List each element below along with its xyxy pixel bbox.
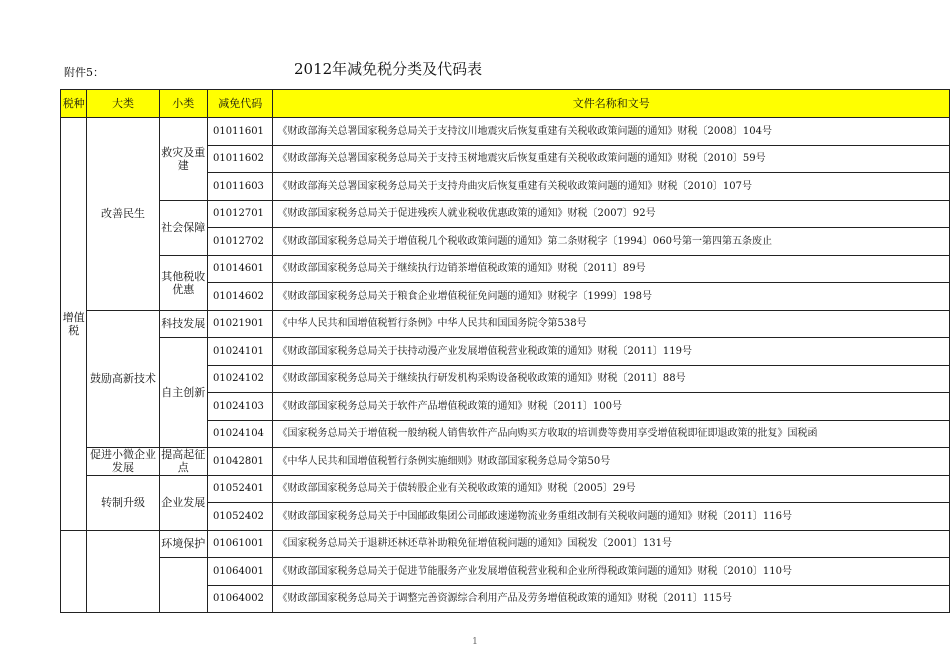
code-cell: 01042801 bbox=[208, 448, 273, 476]
reduction-code-table bbox=[60, 89, 950, 613]
code-cell: 01064002 bbox=[208, 585, 273, 613]
table-row bbox=[61, 310, 950, 338]
category-cell: 鼓励高新技术 bbox=[87, 310, 159, 448]
document-cell: 《财政部国家税务总局关于继续执行研发机构采购设备税收政策的通知》财税〔2011〕88号 bbox=[273, 365, 950, 393]
subcategory-cell: 提高起征点 bbox=[159, 448, 207, 476]
document-cell: 《财政部海关总署国家税务总局关于支持玉树地震灾后恢复重建有关税收政策问题的通知》财税〔2010〕59号 bbox=[273, 145, 950, 173]
table-row bbox=[61, 255, 950, 283]
page-number: 1 bbox=[472, 637, 478, 647]
subcategory-cell: 救灾及重建 bbox=[159, 118, 207, 201]
code-cell: 01064001 bbox=[208, 558, 273, 586]
table-row bbox=[61, 448, 950, 476]
col-header-document: 文件名称和文号 bbox=[273, 90, 950, 118]
document-cell: 《国家税务总局关于增值税一般纳税人销售软件产品向购买方收取的培训费等费用享受增值税即征即退政策的批复》国税函 bbox=[273, 420, 950, 448]
code-cell: 01021901 bbox=[208, 310, 273, 338]
subcategory-cell: 其他税收优惠 bbox=[159, 255, 207, 310]
document-cell: 《财政部国家税务总局关于促进节能服务产业发展增值税营业税和企业所得税政策问题的通知》财税〔2010〕110号 bbox=[273, 558, 950, 586]
subcategory-cell-empty bbox=[159, 558, 207, 613]
code-cell: 01024103 bbox=[208, 393, 273, 421]
subcategory-cell: 社会保障 bbox=[159, 200, 207, 255]
code-cell: 01011601 bbox=[208, 118, 273, 146]
document-cell: 《财政部国家税务总局关于继续执行边销茶增值税政策的通知》财税〔2011〕89号 bbox=[273, 255, 950, 283]
table-row bbox=[61, 475, 950, 503]
tax-type-cell-empty bbox=[61, 530, 87, 613]
code-cell: 01012701 bbox=[208, 200, 273, 228]
code-cell: 01014602 bbox=[208, 283, 273, 311]
col-header-subcategory: 小类 bbox=[159, 90, 207, 118]
document-cell: 《财政部海关总署国家税务总局关于支持汶川地震灾后恢复重建有关税收政策问题的通知》财税〔2008〕104号 bbox=[273, 118, 950, 146]
category-cell-empty bbox=[87, 530, 159, 613]
code-cell: 01011602 bbox=[208, 145, 273, 173]
subcategory-cell: 自主创新 bbox=[159, 338, 207, 448]
code-cell: 01024102 bbox=[208, 365, 273, 393]
page-title: 2012年减免税分类及代码表 bbox=[294, 60, 483, 78]
document-cell: 《财政部海关总署国家税务总局关于支持舟曲灾后恢复重建有关税收政策问题的通知》财税〔2010〕107号 bbox=[273, 173, 950, 201]
code-cell: 01052402 bbox=[208, 503, 273, 531]
code-cell: 01024101 bbox=[208, 338, 273, 366]
table-header-row bbox=[61, 90, 950, 118]
document-cell: 《中华人民共和国增值税暂行条例实施细则》财政部国家税务总局令第50号 bbox=[273, 448, 950, 476]
document-cell: 《财政部国家税务总局关于扶持动漫产业发展增值税营业税政策的通知》财税〔2011〕119号 bbox=[273, 338, 950, 366]
subcategory-cell: 环境保护 bbox=[159, 530, 207, 558]
document-cell: 《财政部国家税务总局关于债转股企业有关税收政策的通知》财税〔2005〕29号 bbox=[273, 475, 950, 503]
col-header-code: 减免代码 bbox=[208, 90, 273, 118]
annex-label: 附件5： bbox=[64, 66, 104, 79]
document-cell: 《财政部国家税务总局关于粮食企业增值税征免问题的通知》财税字〔1999〕198号 bbox=[273, 283, 950, 311]
code-cell: 01011603 bbox=[208, 173, 273, 201]
code-cell: 01014601 bbox=[208, 255, 273, 283]
table-row bbox=[61, 118, 950, 146]
code-cell: 01061001 bbox=[208, 530, 273, 558]
document-cell: 《国家税务总局关于退耕还林还草补助粮免征增值税问题的通知》国税发〔2001〕131号 bbox=[273, 530, 950, 558]
document-cell: 《财政部国家税务总局关于增值税几个税收政策问题的通知》第二条财税字〔1994〕060号第一第四第五条废止 bbox=[273, 228, 950, 256]
document-cell: 《财政部国家税务总局关于中国邮政集团公司邮政速递物流业务重组改制有关税收问题的通知》财税〔2011〕116号 bbox=[273, 503, 950, 531]
category-cell: 转制升级 bbox=[87, 475, 159, 530]
document-cell: 《财政部国家税务总局关于软件产品增值税政策的通知》财税〔2011〕100号 bbox=[273, 393, 950, 421]
table-row bbox=[61, 338, 950, 366]
table-row bbox=[61, 558, 950, 586]
col-header-category: 大类 bbox=[87, 90, 159, 118]
col-header-tax-type: 税种 bbox=[61, 90, 87, 118]
document-cell: 《财政部国家税务总局关于调整完善资源综合利用产品及劳务增值税政策的通知》财税〔2011〕115号 bbox=[273, 585, 950, 613]
table-row bbox=[61, 200, 950, 228]
document-cell: 《财政部国家税务总局关于促进残疾人就业税收优惠政策的通知》财税〔2007〕92号 bbox=[273, 200, 950, 228]
tax-type-cell: 增值税 bbox=[61, 118, 87, 531]
code-cell: 01024104 bbox=[208, 420, 273, 448]
code-cell: 01012702 bbox=[208, 228, 273, 256]
code-cell: 01052401 bbox=[208, 475, 273, 503]
category-cell: 促进小微企业发展 bbox=[87, 448, 159, 476]
subcategory-cell: 企业发展 bbox=[159, 475, 207, 530]
category-cell: 改善民生 bbox=[87, 118, 159, 311]
table-row bbox=[61, 530, 950, 558]
document-cell: 《中华人民共和国增值税暂行条例》中华人民共和国国务院令第538号 bbox=[273, 310, 950, 338]
subcategory-cell: 科技发展 bbox=[159, 310, 207, 338]
